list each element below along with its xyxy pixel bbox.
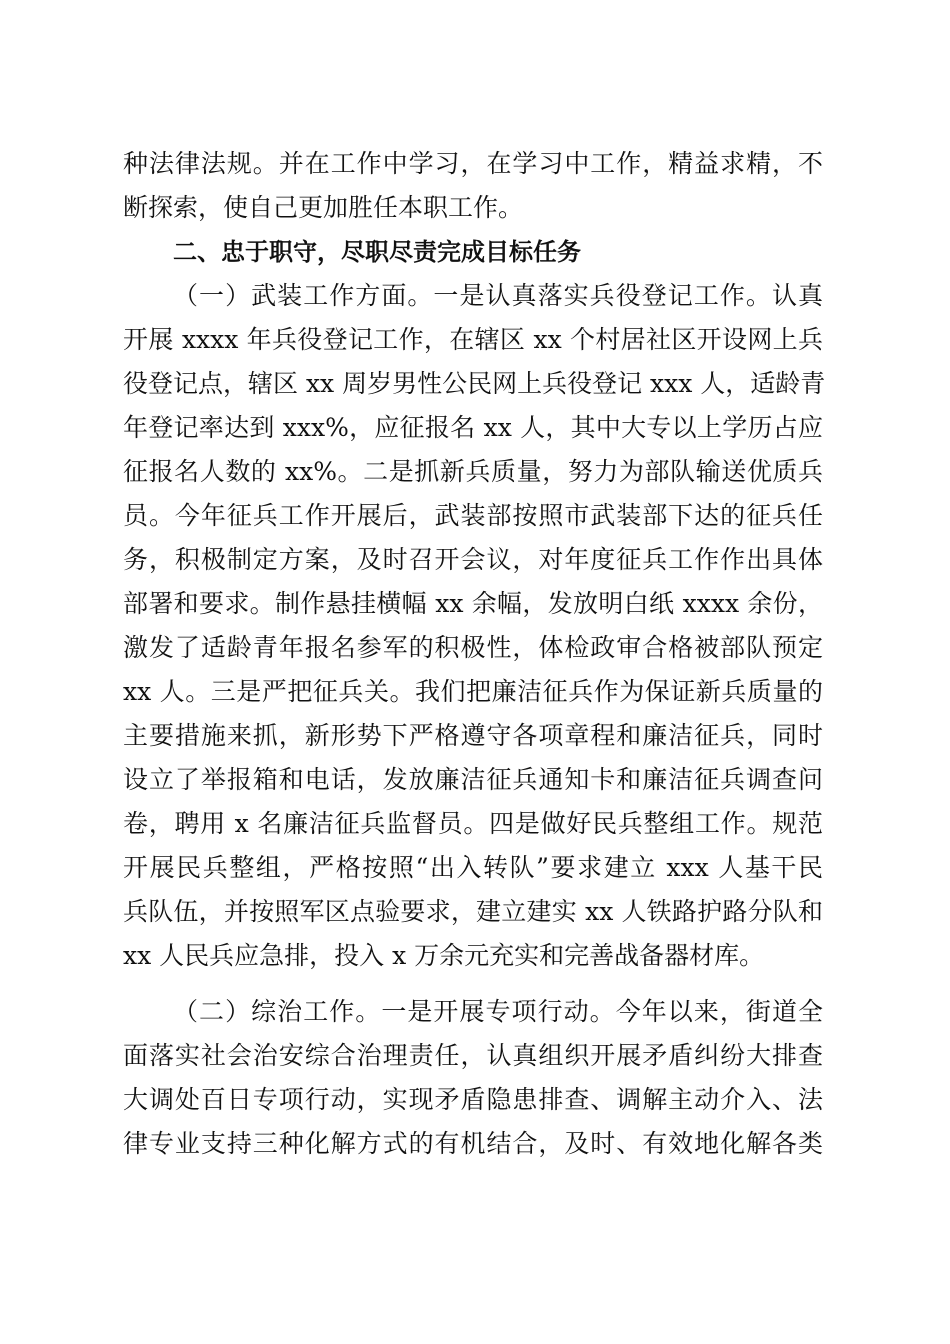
paragraph-1-line-10: xx 人。三是严把征兵关。我们把廉洁征兵作为保证新兵质量的 <box>123 677 823 706</box>
paragraph-2-line-1: （二）综治工作。一是开展专项行动。今年以来，街道全 <box>173 997 823 1026</box>
paragraph-1-line-16: xx 人民兵应急排，投入 x 万余元充实和完善战备器材库。 <box>123 941 765 970</box>
paragraph-1-line-15: 兵队伍，并按照军区点验要求，建立建实 xx 人铁路护路分队和 <box>123 897 823 926</box>
paragraph-1-line-1: （一）武装工作方面。一是认真落实兵役登记工作。认真 <box>173 281 823 310</box>
paragraph-1-line-7: 务，积极制定方案，及时召开会议，对年度征兵工作作出具体 <box>123 545 823 574</box>
paragraph-1-line-11: 主要措施来抓，新形势下严格遵守各项章程和廉洁征兵，同时 <box>123 721 823 750</box>
paragraph-1-line-2: 开展 xxxx 年兵役登记工作，在辖区 xx 个村居社区开设网上兵 <box>123 325 823 354</box>
body-line-2: 断探索，使自己更加胜任本职工作。 <box>123 193 524 222</box>
paragraph-1-line-6: 员。今年征兵工作开展后，武装部按照市武装部下达的征兵任 <box>123 501 823 530</box>
section-heading: 二、忠于职守，尽职尽责完成目标任务 <box>173 238 581 266</box>
paragraph-1-line-5: 征报名人数的 xx%。二是抓新兵质量，努力为部队输送优质兵 <box>123 457 823 486</box>
paragraph-1-line-9: 激发了适龄青年报名参军的积极性，体检政审合格被部队预定 <box>123 633 823 662</box>
paragraph-1-line-14: 开展民兵整组，严格按照“出入转队”要求建立 xxx 人基干民 <box>123 853 823 882</box>
paragraph-2-line-2: 面落实社会治安综合治理责任，认真组织开展矛盾纠纷大排查 <box>123 1041 823 1070</box>
paragraph-1-line-3: 役登记点，辖区 xx 周岁男性公民网上兵役登记 xxx 人，适龄青 <box>123 369 826 398</box>
paragraph-2-line-4: 律专业支持三种化解方式的有机结合，及时、有效地化解各类 <box>123 1129 823 1158</box>
paragraph-1-line-12: 设立了举报箱和电话，发放廉洁征兵通知卡和廉洁征兵调查问 <box>123 765 823 794</box>
paragraph-1-line-8: 部署和要求。制作悬挂横幅 xx 余幅，发放明白纸 xxxx 余份， <box>123 589 823 618</box>
paragraph-2-line-3: 大调处百日专项行动，实现矛盾隐患排查、调解主动介入、法 <box>123 1085 823 1114</box>
body-line-1: 种法律法规。并在工作中学习，在学习中工作，精益求精，不 <box>123 149 823 178</box>
paragraph-1-line-13: 卷，聘用 x 名廉洁征兵监督员。四是做好民兵整组工作。规范 <box>123 809 823 838</box>
paragraph-1-line-4: 年登记率达到 xxx%，应征报名 xx 人，其中大专以上学历占应 <box>123 413 823 442</box>
